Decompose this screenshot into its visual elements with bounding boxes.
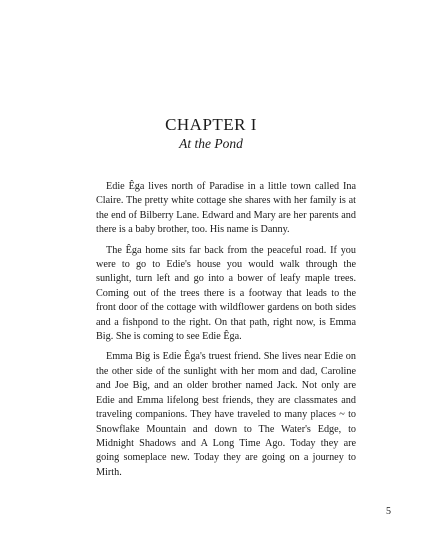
paragraph: Edie Êga lives north of Paradise in a little town called Ina Claire. The pretty white cottage she shares with her family is at the end of Bilberry Lane. Edward and Mary are her parents and there is a baby brother, too. His name is Danny. [96, 181, 356, 236]
chapter-title: CHAPTER I [165, 115, 257, 134]
paragraph: The Êga home sits far back from the peaceful road. If you were to go to Edie's house you would walk through the sunlight, turn left and go into a bower of leafy maple trees. Coming out of the trees there is a footway that leads to the front door of the cottage with wildflower gardens on both sides and a fishpond to the right. On that path, right now, is Emma Big. She is coming to see Edie Êga. [96, 244, 356, 343]
chapter-body [96, 180, 356, 486]
page-number: 5 [386, 506, 391, 517]
paragraph: Emma Big is Edie Êga's truest friend. She lives near Edie on the other side of the sunlight with her mom and dad, Caroline and Joe Big, and an older brother named Jack. Not only are Edie and Emma lifelong best friends, they are classmates and traveling companions. They have traveled to many places ~ to Snowflake Mountain and down to The Water's Edge, to Midnight Shadows and A Long Time Ago. Today they are going someplace new. Today they are going on a journey to Mirth. [96, 351, 356, 478]
chapter-subtitle: At the Pond [179, 136, 243, 151]
